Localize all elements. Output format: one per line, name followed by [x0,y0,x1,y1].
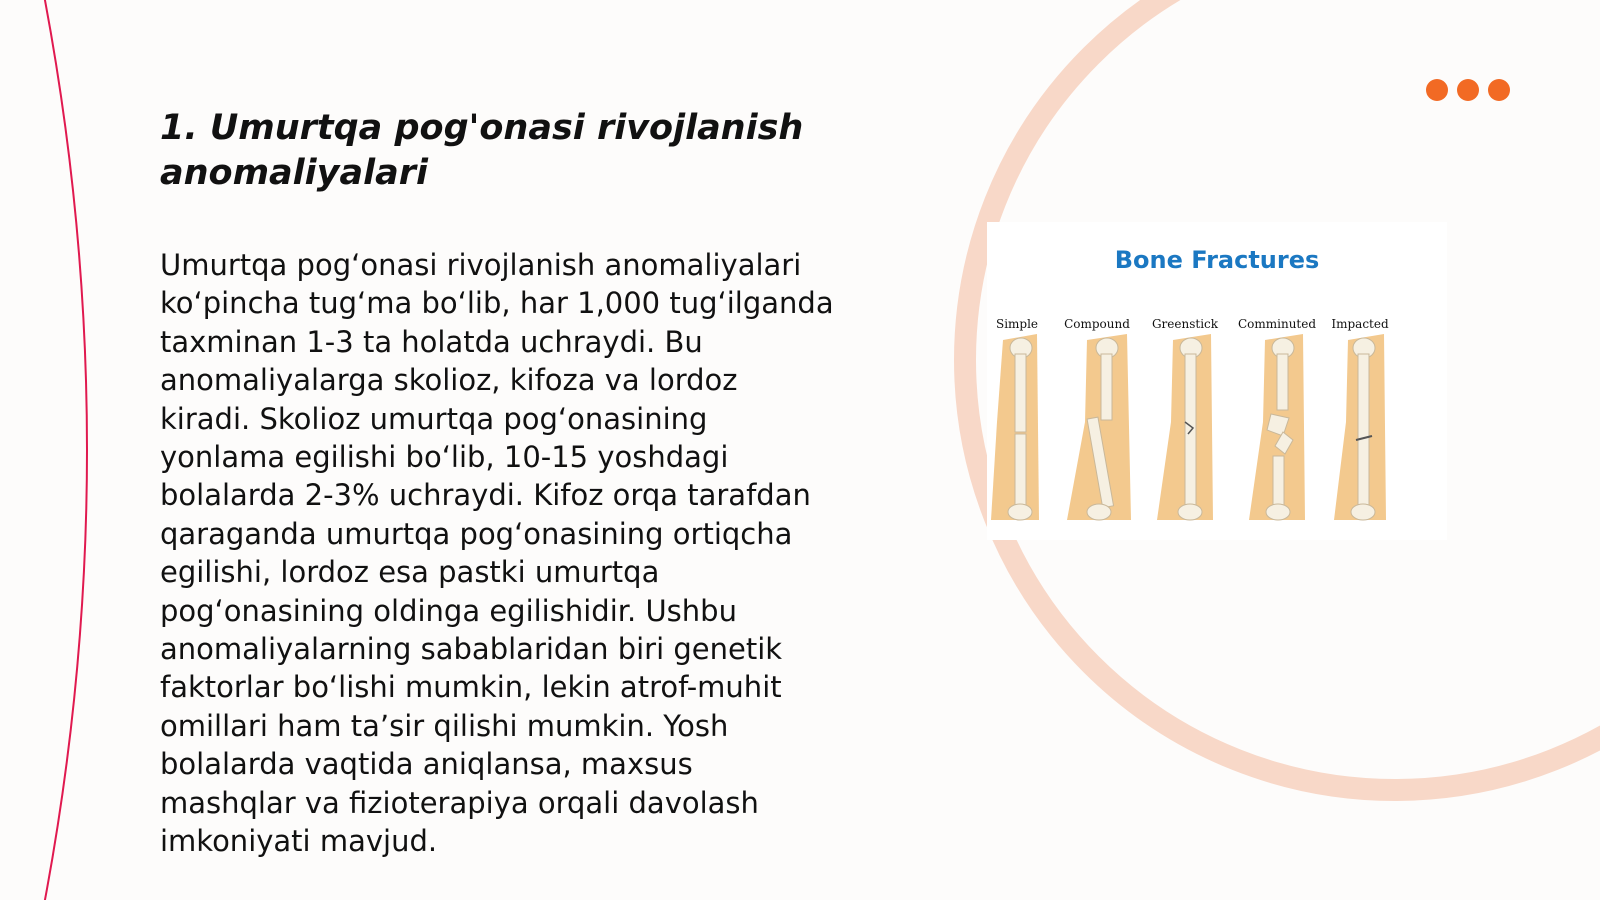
three-dots-icon [1426,79,1516,101]
body-line: taxminan 1-3 ta holatda uchraydi. Bu [160,324,703,359]
body-line: ko‘pincha tug‘ma bo‘lib, har 1,000 tug‘ilganda [160,286,834,321]
body-line: bolalarda 2-3% uchraydi. Kifoz orqa tarafdan [160,478,811,513]
dot-icon [1426,79,1448,101]
body-line: yonlama egilishi bo‘lib, 10-15 yoshdagi [160,440,729,475]
fracture-label: Impacted [1331,317,1389,331]
body-line: pog‘onasining oldinga egilishidir. Ushbu [160,593,737,628]
fracture-greenstick [1152,317,1219,520]
left-accent-curve [44,0,87,900]
bone-fractures-illustration [987,222,1447,540]
body-line: omillari ham ta’sir qilishi mumkin. Yosh [160,708,729,743]
dot-icon [1488,79,1510,101]
fracture-label: Comminuted [1237,317,1317,331]
body-line: bolalarda vaqtida aniqlansa, maxsus [160,747,693,782]
title-line: 1. Umurtqa pog'onasi rivojlanish [160,108,804,148]
title-line: anomaliyalari [160,153,428,193]
body-line: egilishi, lordoz esa pastki umurtqa [160,555,660,590]
body-line: faktorlar bo‘lishi mumkin, lekin atrof-muhit [160,670,782,705]
fracture-compound [1064,317,1131,520]
body-line: Umurtqa pog‘onasi rivojlanish anomaliyalari [160,248,802,282]
fracture-simple [991,317,1039,520]
fracture-label: Greenstick [1151,317,1219,331]
figure-title: Bone Fractures [1114,246,1320,274]
body-line: imkoniyati mavjud. [160,824,438,859]
fracture-comminuted [1238,317,1316,520]
dot-icon [1457,79,1479,101]
body-line: mashqlar va fizioterapiya orqali davolash [160,785,759,820]
bone-fractures-figure [987,222,1447,540]
body-line: anomaliyalarga skolioz, kifoza va lordoz [160,363,738,398]
fracture-impacted [1331,317,1389,520]
slide-title [160,106,860,196]
slide-body-text [160,246,860,861]
fracture-label: Compound [1064,317,1130,331]
body-line: qaraganda umurtqa pog‘onasining ortiqcha [160,516,793,551]
body-line: anomaliyalarning sabablaridan biri genetik [160,632,783,667]
fracture-label: Simple [995,317,1039,331]
body-line: kiradi. Skolioz umurtqa pog‘onasining [160,401,708,436]
